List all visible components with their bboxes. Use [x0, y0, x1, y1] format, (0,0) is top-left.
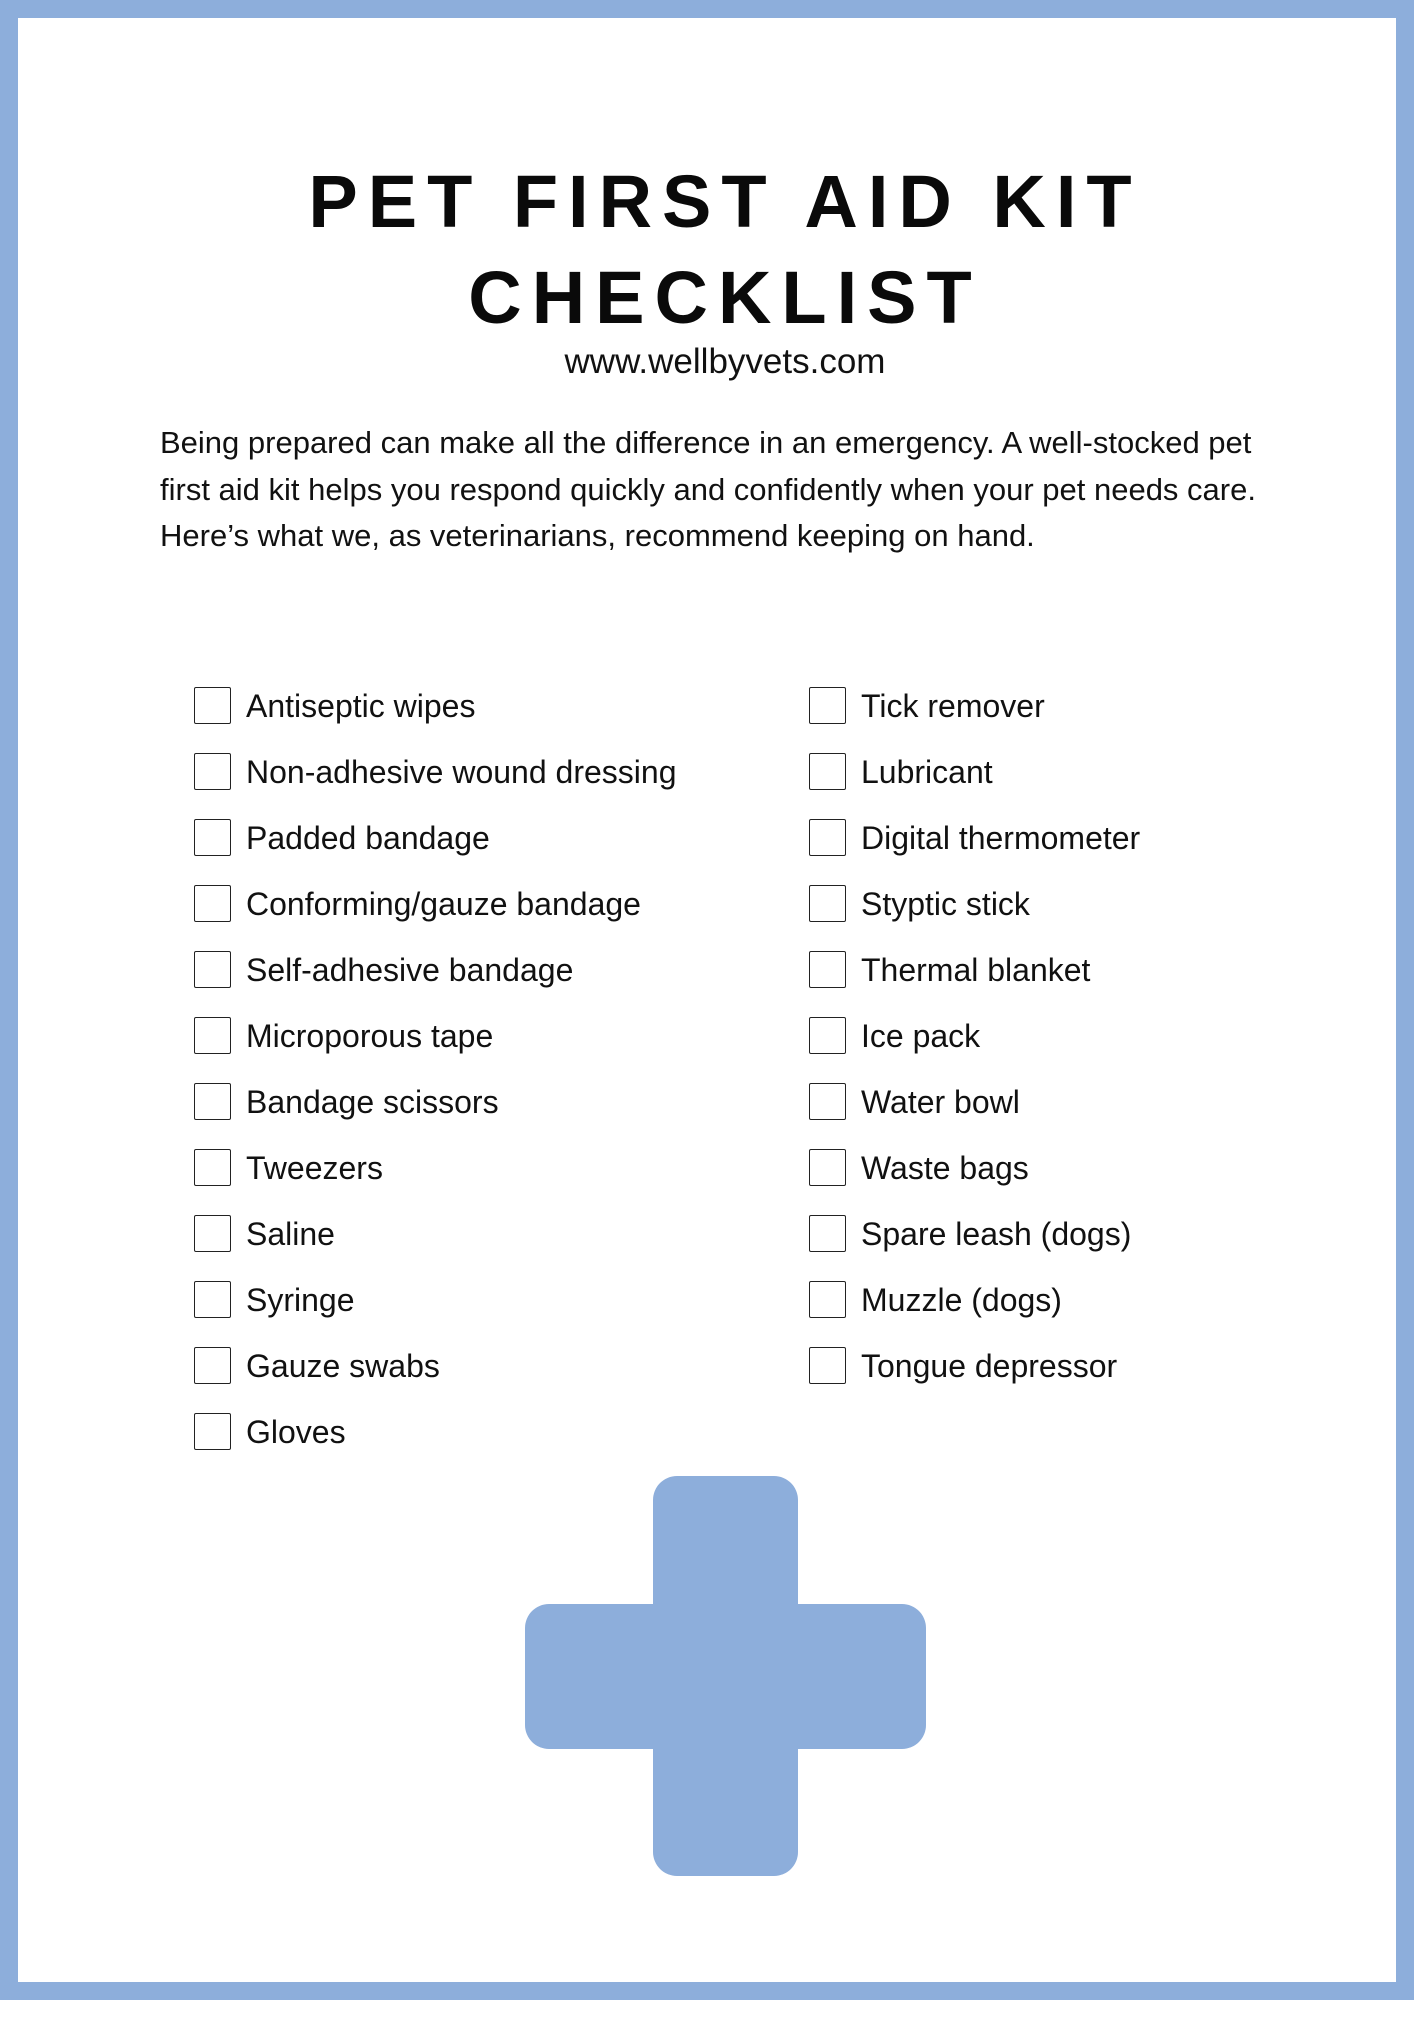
checklist-item-label: Microporous tape — [246, 1018, 494, 1054]
checklist-item-label: Tongue depressor — [861, 1348, 1118, 1384]
page-title-line-2: CHECKLIST — [468, 256, 982, 339]
medical-cross-icon — [18, 18, 1414, 2018]
checklist-item-label: Gauze swabs — [246, 1348, 440, 1384]
checklist-item-label: Saline — [246, 1216, 335, 1252]
checklist-item-label: Ice pack — [861, 1018, 981, 1054]
checklist-item-label: Muzzle (dogs) — [861, 1282, 1062, 1318]
checklist-item-label: Bandage scissors — [246, 1084, 499, 1120]
checklist-item-label: Digital thermometer — [861, 820, 1141, 856]
page-title-line-1: PET FIRST AID KIT — [308, 160, 1142, 243]
checklist-item-label: Non-adhesive wound dressing — [246, 754, 677, 790]
checklist-item-label: Water bowl — [861, 1084, 1020, 1120]
checklist-item-label: Spare leash (dogs) — [861, 1216, 1132, 1252]
checklist-item-label: Conforming/gauze bandage — [246, 886, 641, 922]
checklist-item-label: Thermal blanket — [861, 952, 1091, 988]
checklist-item-label: Antiseptic wipes — [246, 688, 476, 724]
checklist-item-label: Lubricant — [861, 754, 993, 790]
checklist-item-label: Tick remover — [861, 688, 1045, 724]
intro-paragraph: Being prepared can make all the difference in an emergency. A well-stocked pet first aid kit helps you respond quickly and confidently when your pet needs care. Here’s what we, as veterinarians, recommend keeping on hand. — [160, 425, 1256, 553]
checklist-item-label: Padded bandage — [246, 820, 490, 856]
checklist-item-label: Self-adhesive bandage — [246, 952, 574, 988]
checklist-item-label: Syringe — [246, 1282, 355, 1318]
checklist-item-label: Tweezers — [246, 1150, 383, 1186]
website-url[interactable]: www.wellbyvets.com — [564, 342, 886, 381]
medical-cross-shape — [525, 1476, 926, 1876]
checklist-item-label: Gloves — [246, 1414, 346, 1450]
checklist-item-label: Styptic stick — [861, 886, 1030, 922]
checklist-item-label: Waste bags — [861, 1150, 1029, 1186]
